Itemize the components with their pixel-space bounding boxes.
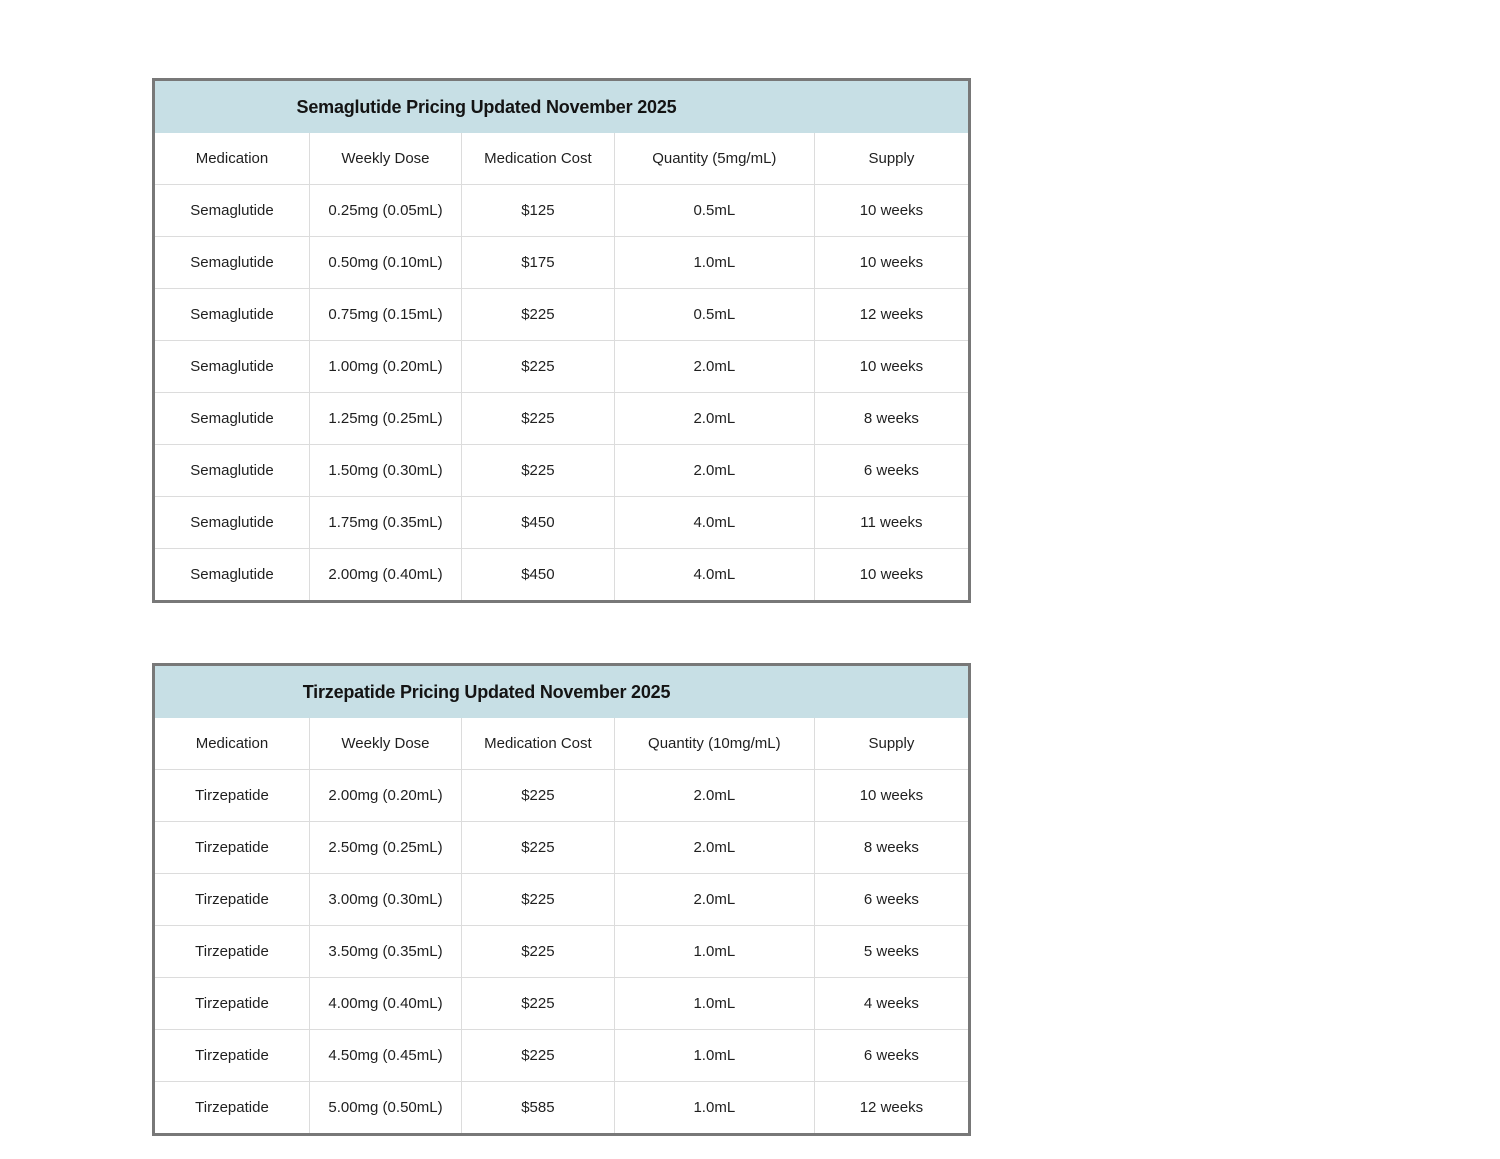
table-cell: 5 weeks [814, 926, 968, 978]
column-header: Supply [814, 718, 968, 770]
table-cell: 4.50mg (0.45mL) [309, 1030, 461, 1082]
table-cell: $225 [461, 978, 614, 1030]
pricing-grid [155, 133, 968, 600]
table-cell: 6 weeks [814, 445, 968, 497]
table-cell: 0.50mg (0.10mL) [309, 237, 461, 289]
table-title: Tirzepatide Pricing Updated November 2025 [155, 666, 968, 718]
column-header: Medication Cost [461, 133, 614, 185]
table-cell: 2.0mL [614, 445, 814, 497]
table-row [155, 341, 968, 393]
table-cell: 2.00mg (0.40mL) [309, 549, 461, 601]
column-header-row [155, 718, 968, 770]
table-cell: $225 [461, 770, 614, 822]
table-cell: 0.5mL [614, 289, 814, 341]
table-cell: 1.0mL [614, 926, 814, 978]
table-cell: 1.0mL [614, 237, 814, 289]
table-cell: 8 weeks [814, 393, 968, 445]
table-cell: 2.0mL [614, 393, 814, 445]
table-row [155, 549, 968, 601]
table-row [155, 822, 968, 874]
column-header: Supply [814, 133, 968, 185]
table-row [155, 978, 968, 1030]
table-cell: 8 weeks [814, 822, 968, 874]
table-cell: 0.75mg (0.15mL) [309, 289, 461, 341]
table-cell: $225 [461, 926, 614, 978]
table-cell: 6 weeks [814, 1030, 968, 1082]
table-row [155, 770, 968, 822]
column-header: Medication [195, 150, 269, 167]
table-cell: $175 [461, 237, 614, 289]
table-cell: 1.0mL [614, 1030, 814, 1082]
table-cell: 3.00mg (0.30mL) [309, 874, 461, 926]
table-cell: Semaglutide [155, 185, 309, 237]
table-cell: 10 weeks [814, 185, 968, 237]
table-cell: 12 weeks [814, 1082, 968, 1134]
table-row [155, 497, 968, 549]
table-row [155, 445, 968, 497]
table-cell: 2.00mg (0.20mL) [309, 770, 461, 822]
column-header: Quantity (10mg/mL) [614, 718, 814, 770]
column-header: Weekly Dose [309, 718, 461, 770]
table-cell: Semaglutide [155, 445, 309, 497]
table-cell: 1.75mg (0.35mL) [309, 497, 461, 549]
table-cell: 10 weeks [814, 549, 968, 601]
table-cell: Semaglutide [155, 497, 309, 549]
table-cell: 1.0mL [614, 1082, 814, 1134]
table-cell: Semaglutide [155, 341, 309, 393]
column-header: Medication Cost [461, 718, 614, 770]
table-cell: 10 weeks [814, 237, 968, 289]
table-title: Semaglutide Pricing Updated November 2025 [155, 81, 968, 133]
semaglutide-pricing-table [152, 78, 971, 603]
table-cell: $225 [461, 393, 614, 445]
table-cell: 2.0mL [614, 770, 814, 822]
table-cell: 2.0mL [614, 874, 814, 926]
table-cell: $125 [461, 185, 614, 237]
table-cell: 1.50mg (0.30mL) [309, 445, 461, 497]
table-cell: 4.00mg (0.40mL) [309, 978, 461, 1030]
table-cell: 4.0mL [614, 549, 814, 601]
table-row [155, 185, 968, 237]
column-header: Medication [195, 735, 269, 752]
table-cell: $225 [461, 1030, 614, 1082]
table-row [155, 289, 968, 341]
table-cell: 10 weeks [814, 341, 968, 393]
table-cell: 0.25mg (0.05mL) [309, 185, 461, 237]
table-cell: Tirzepatide [155, 874, 309, 926]
table-cell: $225 [461, 874, 614, 926]
table-cell: Semaglutide [155, 393, 309, 445]
table-cell: $225 [461, 822, 614, 874]
table-cell: 2.0mL [614, 822, 814, 874]
table-cell: 1.25mg (0.25mL) [309, 393, 461, 445]
table-cell: 12 weeks [814, 289, 968, 341]
table-cell: Tirzepatide [155, 1082, 309, 1134]
table-cell: 2.0mL [614, 341, 814, 393]
table-cell: Semaglutide [155, 549, 309, 601]
table-cell: $225 [461, 445, 614, 497]
table-cell: $585 [461, 1082, 614, 1134]
table-cell: Tirzepatide [155, 926, 309, 978]
table-cell: 4 weeks [814, 978, 968, 1030]
column-header: Weekly Dose [309, 133, 461, 185]
table-cell: 3.50mg (0.35mL) [309, 926, 461, 978]
document-canvas [152, 78, 971, 1136]
table-cell: Tirzepatide [155, 822, 309, 874]
table-cell: Tirzepatide [155, 770, 309, 822]
table-cell: 2.50mg (0.25mL) [309, 822, 461, 874]
table-row [155, 1082, 968, 1134]
table-cell: 1.00mg (0.20mL) [309, 341, 461, 393]
tirzepatide-pricing-table [152, 663, 971, 1136]
table-cell: Semaglutide [155, 237, 309, 289]
table-cell: Tirzepatide [155, 1030, 309, 1082]
column-header-row [155, 133, 968, 185]
table-cell: 1.0mL [614, 978, 814, 1030]
table-cell: 0.5mL [614, 185, 814, 237]
table-cell: 10 weeks [814, 770, 968, 822]
table-row [155, 237, 968, 289]
table-cell: 4.0mL [614, 497, 814, 549]
pricing-grid [155, 718, 968, 1133]
table-cell: Tirzepatide [155, 978, 309, 1030]
table-row [155, 926, 968, 978]
table-cell: 5.00mg (0.50mL) [309, 1082, 461, 1134]
table-cell: $225 [461, 289, 614, 341]
table-cell: $450 [461, 497, 614, 549]
table-row [155, 1030, 968, 1082]
column-header: Quantity (5mg/mL) [614, 133, 814, 185]
table-cell: 11 weeks [814, 497, 968, 549]
table-cell: $450 [461, 549, 614, 601]
table-cell: Semaglutide [155, 289, 309, 341]
table-cell: 6 weeks [814, 874, 968, 926]
table-row [155, 393, 968, 445]
table-row [155, 874, 968, 926]
table-cell: $225 [461, 341, 614, 393]
